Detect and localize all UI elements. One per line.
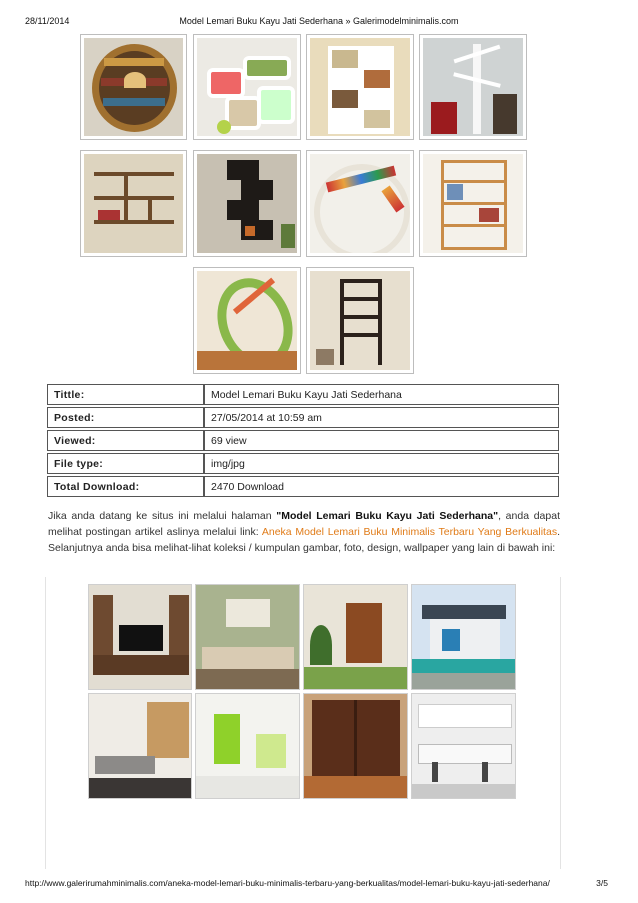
page-header xyxy=(0,16,638,30)
gallery-thumb-2[interactable] xyxy=(193,34,301,140)
tree-bookshelf-photo xyxy=(423,38,523,136)
intro-paragraph xyxy=(48,508,560,556)
table-row xyxy=(47,384,559,405)
gallery-thumb-7[interactable] xyxy=(306,150,414,257)
gallery-thumb-5[interactable] xyxy=(80,150,187,257)
article-link[interactable]: Aneka Model Lemari Buku Minimalis Terbaru Yang Berkualitas xyxy=(261,526,558,538)
dark-staggered-shelf-photo xyxy=(310,271,410,370)
green-living-room-photo[interactable] xyxy=(195,584,300,690)
dark-wood-wardrobe-photo[interactable] xyxy=(303,693,408,799)
file-type-label: File type: xyxy=(47,453,204,474)
green-white-interior-photo[interactable] xyxy=(195,693,300,799)
viewed-value: 69 view xyxy=(204,430,559,451)
info-table xyxy=(47,382,559,499)
file-type-value: img/jpg xyxy=(204,453,559,474)
print-date: 28/11/2014 xyxy=(25,16,70,26)
paragraph-bold-title: "Model Lemari Buku Kayu Jati Sederhana" xyxy=(276,510,499,522)
total-download-value: 2470 Download xyxy=(204,476,559,497)
modern-living-room-shelves-photo[interactable] xyxy=(88,693,192,799)
title-label: Tittle: xyxy=(47,384,204,405)
total-download-label: Total Download: xyxy=(47,476,204,497)
page-number: 3/5 xyxy=(596,878,608,888)
floating-shelves-photo xyxy=(197,38,297,136)
minimalist-house-exterior-photo[interactable] xyxy=(411,584,516,690)
posted-label: Posted: xyxy=(47,407,204,428)
table-row xyxy=(47,453,559,474)
gallery-thumb-8[interactable] xyxy=(419,150,527,257)
source-url: http://www.galerirumahminimalis.com/aneka-model-lemari-buku-minimalis-terbaru-yang-berkualitas/model-lemari-buku-kayu-jati-sederhana/ xyxy=(25,878,550,888)
title-value: Model Lemari Buku Kayu Jati Sederhana xyxy=(204,384,559,405)
white-kitchen-photo[interactable] xyxy=(411,693,516,799)
table-row xyxy=(47,407,559,428)
tv-cabinet-room-photo[interactable] xyxy=(88,584,192,690)
wall-grid-shelf-photo xyxy=(84,154,183,253)
white-cube-bookcase-photo xyxy=(310,38,410,136)
curved-wall-shelf-photo xyxy=(310,154,410,253)
wooden-door-house-photo[interactable] xyxy=(303,584,408,690)
gallery-thumb-6[interactable] xyxy=(193,150,301,257)
page-title: Model Lemari Buku Kayu Jati Sederhana » Galerimodelminimalis.com xyxy=(179,16,459,26)
table-row xyxy=(47,476,559,497)
viewed-label: Viewed: xyxy=(47,430,204,451)
oval-bookshelf-chair-photo xyxy=(197,271,297,370)
black-zigzag-shelf-photo xyxy=(197,154,297,253)
paragraph-text-1: Jika anda datang ke situs ini melalui halaman xyxy=(48,510,277,522)
round-bookshelf-photo xyxy=(84,38,183,136)
gallery-thumb-1[interactable] xyxy=(80,34,187,140)
posted-value: 27/05/2014 at 10:59 am xyxy=(204,407,559,428)
gallery-thumb-4[interactable] xyxy=(419,34,527,140)
wooden-ladder-shelf-photo xyxy=(423,154,523,253)
paragraph-text-3: . Selanjutnya anda bisa melihat-lihat koleksi / kumpulan gambar, foto, design, wallpaper yang lain di bawah ini: xyxy=(48,526,560,554)
paragraph-text-2: , anda dapat melihat postingan artikel aslinya melalui link: xyxy=(48,510,560,538)
gallery-thumb-3[interactable] xyxy=(306,34,414,140)
gallery-thumb-9[interactable] xyxy=(193,267,301,374)
gallery-thumb-10[interactable] xyxy=(306,267,414,374)
table-row xyxy=(47,430,559,451)
